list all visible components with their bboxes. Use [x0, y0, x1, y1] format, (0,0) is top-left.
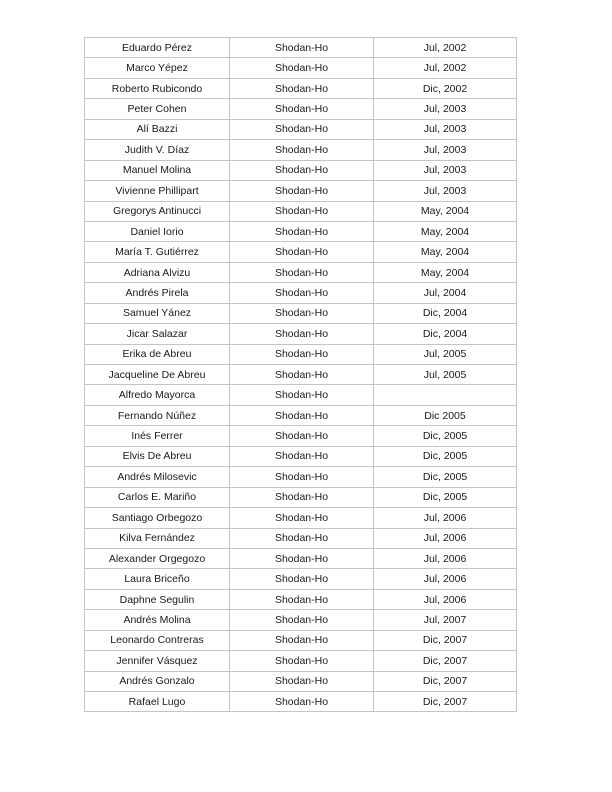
- name-cell: María T. Gutiérrez: [85, 242, 230, 262]
- rank-cell: Shodan-Ho: [230, 508, 374, 528]
- name-cell: Andrés Milosevic: [85, 467, 230, 487]
- table-row: [85, 181, 517, 201]
- table-row: [85, 610, 517, 630]
- rank-cell: Shodan-Ho: [230, 610, 374, 630]
- table-row: [85, 303, 517, 323]
- name-cell: Adriana Alvizu: [85, 262, 230, 282]
- rank-cell: Shodan-Ho: [230, 385, 374, 405]
- table-row: [85, 589, 517, 609]
- name-cell: Peter Cohen: [85, 99, 230, 119]
- table-row: [85, 78, 517, 98]
- table-row: [85, 324, 517, 344]
- name-cell: Manuel Molina: [85, 160, 230, 180]
- table-row: [85, 38, 517, 58]
- roster-table-body: [85, 38, 517, 712]
- table-row: [85, 201, 517, 221]
- table-row: [85, 283, 517, 303]
- date-cell: Dic 2005: [374, 405, 517, 425]
- rank-cell: Shodan-Ho: [230, 671, 374, 691]
- table-row: [85, 630, 517, 650]
- rank-cell: Shodan-Ho: [230, 569, 374, 589]
- rank-cell: Shodan-Ho: [230, 589, 374, 609]
- date-cell: Jul, 2002: [374, 58, 517, 78]
- name-cell: Alfredo Mayorca: [85, 385, 230, 405]
- name-cell: Alí Bazzi: [85, 119, 230, 139]
- table-row: [85, 405, 517, 425]
- name-cell: Inés Ferrer: [85, 426, 230, 446]
- date-cell: May, 2004: [374, 262, 517, 282]
- rank-cell: Shodan-Ho: [230, 630, 374, 650]
- rank-cell: Shodan-Ho: [230, 467, 374, 487]
- date-cell: Dic, 2007: [374, 671, 517, 691]
- table-row: [85, 487, 517, 507]
- table-row: [85, 569, 517, 589]
- name-cell: Daphne Segulin: [85, 589, 230, 609]
- date-cell: Dic, 2004: [374, 303, 517, 323]
- table-row: [85, 426, 517, 446]
- date-cell: Jul, 2006: [374, 569, 517, 589]
- table-row: [85, 119, 517, 139]
- name-cell: Fernando Núñez: [85, 405, 230, 425]
- rank-cell: Shodan-Ho: [230, 262, 374, 282]
- name-cell: Rafael Lugo: [85, 692, 230, 712]
- table-row: [85, 140, 517, 160]
- date-cell: May, 2004: [374, 242, 517, 262]
- rank-cell: Shodan-Ho: [230, 344, 374, 364]
- table-row: [85, 365, 517, 385]
- name-cell: Andrés Gonzalo: [85, 671, 230, 691]
- name-cell: Marco Yépez: [85, 58, 230, 78]
- table-row: [85, 221, 517, 241]
- table-row: [85, 651, 517, 671]
- date-cell: Jul, 2006: [374, 548, 517, 568]
- roster-table: [84, 37, 517, 712]
- rank-cell: Shodan-Ho: [230, 426, 374, 446]
- name-cell: Alexander Orgegozo: [85, 548, 230, 568]
- table-row: [85, 528, 517, 548]
- rank-cell: Shodan-Ho: [230, 303, 374, 323]
- rank-cell: Shodan-Ho: [230, 181, 374, 201]
- rank-cell: Shodan-Ho: [230, 242, 374, 262]
- date-cell: Jul, 2007: [374, 610, 517, 630]
- name-cell: Leonardo Contreras: [85, 630, 230, 650]
- date-cell: Dic, 2005: [374, 467, 517, 487]
- name-cell: Samuel Yánez: [85, 303, 230, 323]
- rank-cell: Shodan-Ho: [230, 405, 374, 425]
- rank-cell: Shodan-Ho: [230, 221, 374, 241]
- name-cell: Kilva Fernández: [85, 528, 230, 548]
- table-row: [85, 262, 517, 282]
- date-cell: Dic, 2007: [374, 692, 517, 712]
- date-cell: Jul, 2006: [374, 508, 517, 528]
- date-cell: Jul, 2006: [374, 528, 517, 548]
- rank-cell: Shodan-Ho: [230, 38, 374, 58]
- date-cell: Dic, 2005: [374, 446, 517, 466]
- date-cell: May, 2004: [374, 221, 517, 241]
- rank-cell: Shodan-Ho: [230, 365, 374, 385]
- table-row: [85, 344, 517, 364]
- rank-cell: Shodan-Ho: [230, 487, 374, 507]
- date-cell: Jul, 2005: [374, 365, 517, 385]
- name-cell: Gregorys Antinucci: [85, 201, 230, 221]
- rank-cell: Shodan-Ho: [230, 548, 374, 568]
- table-row: [85, 671, 517, 691]
- name-cell: Carlos E. Mariño: [85, 487, 230, 507]
- rank-cell: Shodan-Ho: [230, 528, 374, 548]
- table-row: [85, 548, 517, 568]
- date-cell: Jul, 2004: [374, 283, 517, 303]
- name-cell: Eduardo Pérez: [85, 38, 230, 58]
- date-cell: Jul, 2003: [374, 119, 517, 139]
- rank-cell: Shodan-Ho: [230, 58, 374, 78]
- table-row: [85, 385, 517, 405]
- table-row: [85, 160, 517, 180]
- date-cell: Dic, 2002: [374, 78, 517, 98]
- name-cell: Jicar Salazar: [85, 324, 230, 344]
- table-row: [85, 99, 517, 119]
- rank-cell: Shodan-Ho: [230, 99, 374, 119]
- table-row: [85, 467, 517, 487]
- rank-cell: Shodan-Ho: [230, 324, 374, 344]
- name-cell: Jennifer Vásquez: [85, 651, 230, 671]
- date-cell: May, 2004: [374, 201, 517, 221]
- date-cell: Jul, 2003: [374, 140, 517, 160]
- name-cell: Andrés Molina: [85, 610, 230, 630]
- name-cell: Santiago Orbegozo: [85, 508, 230, 528]
- table-row: [85, 58, 517, 78]
- name-cell: Roberto Rubicondo: [85, 78, 230, 98]
- name-cell: Elvis De Abreu: [85, 446, 230, 466]
- date-cell: Dic, 2004: [374, 324, 517, 344]
- date-cell: Dic, 2005: [374, 487, 517, 507]
- rank-cell: Shodan-Ho: [230, 140, 374, 160]
- date-cell: Dic, 2007: [374, 651, 517, 671]
- rank-cell: Shodan-Ho: [230, 446, 374, 466]
- table-row: [85, 692, 517, 712]
- date-cell: Jul, 2003: [374, 99, 517, 119]
- date-cell: Dic, 2005: [374, 426, 517, 446]
- date-cell: Jul, 2006: [374, 589, 517, 609]
- name-cell: Daniel Iorio: [85, 221, 230, 241]
- date-cell: [374, 385, 517, 405]
- name-cell: Laura Briceño: [85, 569, 230, 589]
- table-row: [85, 242, 517, 262]
- rank-cell: Shodan-Ho: [230, 201, 374, 221]
- rank-cell: Shodan-Ho: [230, 283, 374, 303]
- rank-cell: Shodan-Ho: [230, 692, 374, 712]
- name-cell: Jacqueline De Abreu: [85, 365, 230, 385]
- date-cell: Jul, 2002: [374, 38, 517, 58]
- name-cell: Erika de Abreu: [85, 344, 230, 364]
- date-cell: Dic, 2007: [374, 630, 517, 650]
- date-cell: Jul, 2003: [374, 181, 517, 201]
- table-row: [85, 446, 517, 466]
- name-cell: Vivienne Phillipart: [85, 181, 230, 201]
- rank-cell: Shodan-Ho: [230, 119, 374, 139]
- name-cell: Judith V. Díaz: [85, 140, 230, 160]
- name-cell: Andrés Pirela: [85, 283, 230, 303]
- rank-cell: Shodan-Ho: [230, 651, 374, 671]
- table-row: [85, 508, 517, 528]
- date-cell: Jul, 2005: [374, 344, 517, 364]
- rank-cell: Shodan-Ho: [230, 160, 374, 180]
- rank-cell: Shodan-Ho: [230, 78, 374, 98]
- date-cell: Jul, 2003: [374, 160, 517, 180]
